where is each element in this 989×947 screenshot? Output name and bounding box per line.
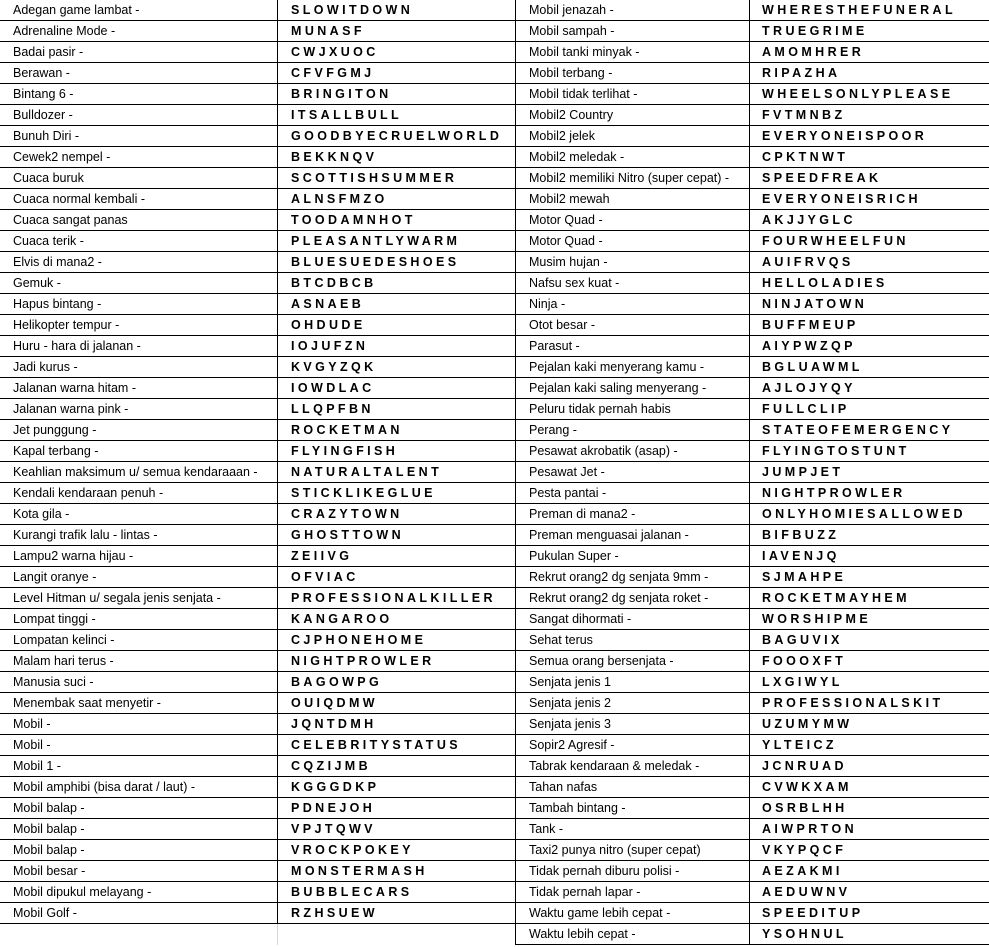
cheat-code: IOWDLAC [291, 381, 375, 395]
cheat-effect-label: Mobil 1 - [13, 759, 61, 773]
cheat-effect-label: Sangat dihormati - [529, 612, 632, 626]
cheat-effect-label: Mobil2 meledak - [529, 150, 625, 164]
cheat-code: TOODAMNHOT [291, 213, 416, 227]
cheat-code: BUBBLECARS [291, 885, 413, 899]
cheat-code: WHEELSONLYPLEASE [762, 87, 954, 101]
cheat-code: AEDUWNV [762, 885, 851, 899]
cheat-code: FOOOXFT [762, 654, 847, 668]
cheat-code: SLOWITDOWN [291, 3, 414, 17]
cheat-code: BRINGITON [291, 87, 392, 101]
cheat-effect-label: Jet punggung - [13, 423, 97, 437]
cheat-effect-label: Otot besar - [529, 318, 595, 332]
cheat-effect-label: Ninja - [529, 297, 566, 311]
cheat-code: AUIFRVQS [762, 255, 854, 269]
cheat-effect-label: Mobil - [13, 717, 51, 731]
cheat-code: WORSHIPME [762, 612, 872, 626]
cheat-code: CJPHONEHOME [291, 633, 427, 647]
cheat-code: ZEIIVG [291, 549, 353, 563]
cheat-code: RZHSUEW [291, 906, 378, 920]
cheat-code: SJMAHPE [762, 570, 847, 584]
cheat-code: OHDUDE [291, 318, 366, 332]
cheat-effect-label: Elvis di mana2 - [13, 255, 102, 269]
cheat-code: BGLUAWML [762, 360, 863, 374]
cheat-effect-label: Nafsu sex kuat - [529, 276, 620, 290]
cheat-code: KVGYZQK [291, 360, 377, 374]
cheat-effect-label: Lompat tinggi - [13, 612, 96, 626]
cheat-code: BAGOWPG [291, 675, 383, 689]
cheat-code: SCOTTISHSUMMER [291, 171, 458, 185]
cheat-effect-label: Perang - [529, 423, 577, 437]
cheat-code: GHOSTTOWN [291, 528, 405, 542]
cheat-effect-label: Tahan nafas [529, 780, 598, 794]
cheat-effect-label: Rekrut orang2 dg senjata roket - [529, 591, 709, 605]
cheat-effect-label: Parasut - [529, 339, 580, 353]
cheat-code: BUFFMEUP [762, 318, 859, 332]
cheat-code: LXGIWYL [762, 675, 843, 689]
cheat-effect-label: Cuaca buruk [13, 171, 84, 185]
cheat-code: OUIQDMW [291, 696, 378, 710]
cheat-code: UZUMYMW [762, 717, 853, 731]
cheat-code: BTCDBCB [291, 276, 377, 290]
cheat-effect-label: Mobil sampah - [529, 24, 615, 38]
cheat-effect-label: Motor Quad - [529, 213, 603, 227]
cheat-code: FLYINGTOSTUNT [762, 444, 910, 458]
cheat-effect-label: Helikopter tempur - [13, 318, 120, 332]
cheat-code: TRUEGRIME [762, 24, 868, 38]
cheat-effect-label: Tambah bintang - [529, 801, 626, 815]
cheat-code: YSOHNUL [762, 927, 847, 941]
cheat-effect-label: Manusia suci - [13, 675, 94, 689]
cheat-code: YLTEICZ [762, 738, 837, 752]
cheat-code: AIYPWZQP [762, 339, 856, 353]
column-gridline [277, 0, 278, 924]
column-gridline [749, 0, 750, 945]
cheat-effect-label: Tidak pernah diburu polisi - [529, 864, 680, 878]
cheat-code: HELLOLADIES [762, 276, 888, 290]
cheat-effect-label: Bunuh Diri - [13, 129, 79, 143]
cheat-effect-label: Malam hari terus - [13, 654, 114, 668]
row-gridline [515, 944, 749, 945]
cheat-effect-label: Peluru tidak pernah habis [529, 402, 671, 416]
cheat-code: FULLCLIP [762, 402, 850, 416]
cheat-effect-label: Huru - hara di jalanan - [13, 339, 141, 353]
cheat-effect-label: Senjata jenis 3 [529, 717, 612, 731]
cheat-code: OSRBLHH [762, 801, 848, 815]
cheat-code: KANGAROO [291, 612, 393, 626]
cheat-effect-label: Kurangi trafik lalu - lintas - [13, 528, 158, 542]
column-gridline [277, 924, 278, 945]
cheat-code: STATEOFEMERGENCY [762, 423, 954, 437]
cheat-code: NIGHTPROWLER [762, 486, 906, 500]
cheat-code: PROFESSIONALKILLER [291, 591, 496, 605]
cheat-code: MUNASF [291, 24, 365, 38]
cheat-effect-label: Mobil2 Country [529, 108, 614, 122]
cheat-code: ROCKETMAN [291, 423, 403, 437]
cheat-effect-label: Jadi kurus - [13, 360, 78, 374]
cheat-code: NINJATOWN [762, 297, 868, 311]
cheat-effect-label: Mobil dipukul melayang - [13, 885, 152, 899]
cheat-effect-label: Senjata jenis 2 [529, 696, 612, 710]
cheat-effect-label: Bulldozer - [13, 108, 73, 122]
row-gridline [0, 923, 277, 924]
cheat-code: PROFESSIONALSKIT [762, 696, 944, 710]
cheat-code: ASNAEB [291, 297, 365, 311]
cheat-effect-label: Badai pasir - [13, 45, 84, 59]
column-gridline [515, 0, 516, 945]
cheat-effect-label: Mobil tanki minyak - [529, 45, 640, 59]
cheat-effect-label: Cuaca sangat panas [13, 213, 128, 227]
cheat-code: EVERYONEISPOOR [762, 129, 928, 143]
cheat-effect-label: Preman di mana2 - [529, 507, 636, 521]
cheat-effect-label: Lampu2 warna hijau - [13, 549, 134, 563]
cheat-effect-label: Mobil balap - [13, 843, 85, 857]
cheat-effect-label: Mobil terbang - [529, 66, 613, 80]
cheat-effect-label: Menembak saat menyetir - [13, 696, 161, 710]
cheat-code: VPJTQWV [291, 822, 376, 836]
cheat-effect-label: Gemuk - [13, 276, 61, 290]
cheat-effect-label: Cuaca terik - [13, 234, 84, 248]
cheat-effect-label: Mobil2 jelek [529, 129, 596, 143]
cheat-code: FOURWHEELFUN [762, 234, 909, 248]
cheat-effect-label: Waktu game lebih cepat - [529, 906, 671, 920]
cheat-effect-label: Sehat terus [529, 633, 593, 647]
cheat-code: NATURALTALENT [291, 465, 443, 479]
cheat-effect-label: Adegan game lambat - [13, 3, 140, 17]
cheat-effect-label: Mobil balap - [13, 822, 85, 836]
cheat-effect-label: Jalanan warna hitam - [13, 381, 136, 395]
cheat-code: AJLOJYQY [762, 381, 856, 395]
cheat-effect-label: Lompatan kelinci - [13, 633, 115, 647]
cheat-code: GOODBYECRUELWORLD [291, 129, 503, 143]
cheat-code: PLEASANTLYWARM [291, 234, 461, 248]
cheat-code: RIPAZHA [762, 66, 841, 80]
cheat-effect-label: Senjata jenis 1 [529, 675, 612, 689]
cheat-effect-label: Mobil amphibi (bisa darat / laut) - [13, 780, 196, 794]
cheat-code: AMOMHRER [762, 45, 865, 59]
cheat-code: ROCKETMAYHEM [762, 591, 910, 605]
cheat-effect-label: Kapal terbang - [13, 444, 99, 458]
cheat-code: AIWPRTON [762, 822, 858, 836]
cheat-code: JUMPJET [762, 465, 844, 479]
cheat-code: CPKTNWT [762, 150, 849, 164]
cheat-effect-label: Waktu lebih cepat - [529, 927, 636, 941]
cheat-code: ONLYHOMIESALLOWED [762, 507, 966, 521]
cheat-effect-label: Mobil - [13, 738, 51, 752]
cheat-effect-label: Pejalan kaki menyerang kamu - [529, 360, 705, 374]
cheat-effect-label: Kendali kendaraan penuh - [13, 486, 164, 500]
cheat-code: BLUESUEDESHOES [291, 255, 460, 269]
cheat-effect-label: Mobil jenazah - [529, 3, 614, 17]
cheat-code: SPEEDITUP [762, 906, 864, 920]
cheat-code: CFVFGMJ [291, 66, 375, 80]
cheat-code: VKYPQCF [762, 843, 847, 857]
cheat-effect-label: Pesta pantai - [529, 486, 607, 500]
cheat-code: FVTMNBZ [762, 108, 846, 122]
cheat-code: FLYINGFISH [291, 444, 399, 458]
cheat-code: OFVIAC [291, 570, 359, 584]
cheat-effect-label: Mobil2 mewah [529, 192, 610, 206]
cheat-code: SPEEDFREAK [762, 171, 882, 185]
cheat-effect-label: Kota gila - [13, 507, 70, 521]
cheat-code: WHERESTHEFUNERAL [762, 3, 956, 17]
cheat-code: EVERYONEISRICH [762, 192, 921, 206]
cheat-effect-label: Tank - [529, 822, 564, 836]
cheat-code: ALNSFMZO [291, 192, 388, 206]
cheat-code: CVWKXAM [762, 780, 852, 794]
cheat-effect-label: Keahlian maksimum u/ semua kendaraaan - [13, 465, 258, 479]
row-gridline [749, 944, 989, 945]
cheat-effect-label: Preman menguasai jalanan - [529, 528, 689, 542]
cheat-code: IOJUFZN [291, 339, 369, 353]
cheat-code: JCNRUAD [762, 759, 847, 773]
cheat-effect-label: Tidak pernah lapar - [529, 885, 641, 899]
cheat-effect-label: Adrenaline Mode - [13, 24, 116, 38]
cheat-effect-label: Jalanan warna pink - [13, 402, 129, 416]
cheat-effect-label: Mobil Golf - [13, 906, 77, 920]
cheat-code: MONSTERMASH [291, 864, 428, 878]
cheat-effect-label: Cewek2 nempel - [13, 150, 111, 164]
cheat-code: JQNTDMH [291, 717, 377, 731]
cheat-effect-label: Motor Quad - [529, 234, 603, 248]
cheat-code: LLQPFBN [291, 402, 374, 416]
cheat-code: AEZAKMI [762, 864, 843, 878]
cheat-code: VROCKPOKEY [291, 843, 414, 857]
cheat-effect-label: Berawan - [13, 66, 70, 80]
cheat-effect-label: Mobil tidak terlihat - [529, 87, 638, 101]
cheat-code: CELEBRITYSTATUS [291, 738, 461, 752]
cheat-effect-label: Pukulan Super - [529, 549, 619, 563]
cheat-effect-label: Mobil besar - [13, 864, 86, 878]
cheat-effect-label: Pejalan kaki saling menyerang - [529, 381, 707, 395]
cheat-effect-label: Rekrut orang2 dg senjata 9mm - [529, 570, 709, 584]
cheat-effect-label: Mobil2 memiliki Nitro (super cepat) - [529, 171, 730, 185]
cheat-code: CRAZYTOWN [291, 507, 403, 521]
cheat-code: CWJXUOC [291, 45, 379, 59]
cheat-effect-label: Taxi2 punya nitro (super cepat) [529, 843, 701, 857]
cheat-code: NIGHTPROWLER [291, 654, 435, 668]
cheat-effect-label: Bintang 6 - [13, 87, 74, 101]
cheat-effect-label: Hapus bintang - [13, 297, 102, 311]
cheat-code: KGGGDKP [291, 780, 380, 794]
cheat-effect-label: Pesawat Jet - [529, 465, 605, 479]
cheat-effect-label: Level Hitman u/ segala jenis senjata - [13, 591, 221, 605]
cheat-effect-label: Semua orang bersenjata - [529, 654, 674, 668]
cheat-effect-label: Cuaca normal kembali - [13, 192, 145, 206]
row-gridline [277, 923, 515, 924]
cheat-code: PDNEJOH [291, 801, 376, 815]
cheat-code: STICKLIKEGLUE [291, 486, 436, 500]
cheat-code: AKJJYGLC [762, 213, 856, 227]
cheat-code: CQZIJMB [291, 759, 372, 773]
cheat-code: BAGUVIX [762, 633, 843, 647]
cheat-effect-label: Langit oranye - [13, 570, 97, 584]
cheat-code: BEKKNQV [291, 150, 378, 164]
cheat-code: IAVENJQ [762, 549, 840, 563]
cheat-effect-label: Mobil balap - [13, 801, 85, 815]
cheat-effect-label: Musim hujan - [529, 255, 608, 269]
cheat-effect-label: Sopir2 Agresif - [529, 738, 615, 752]
cheat-effect-label: Pesawat akrobatik (asap) - [529, 444, 678, 458]
cheat-effect-label: Tabrak kendaraan & meledak - [529, 759, 700, 773]
cheat-code: ITSALLBULL [291, 108, 403, 122]
cheat-code: BIFBUZZ [762, 528, 840, 542]
